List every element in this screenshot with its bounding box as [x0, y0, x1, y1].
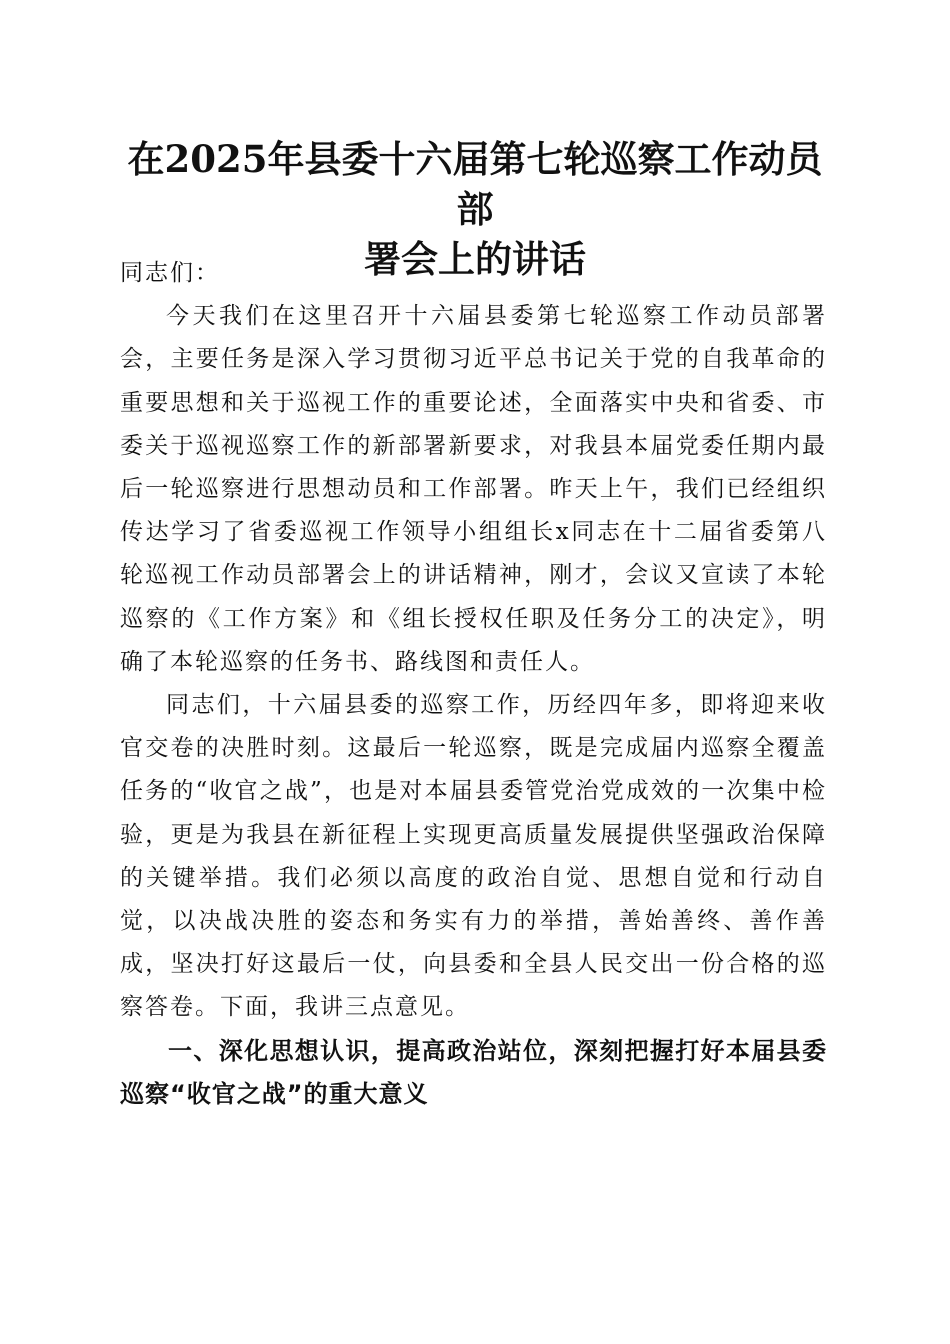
- paragraph-1: 今天我们在这里召开十六届县委第七轮巡察工作动员部署会，主要任务是深入学习贯彻习近平总书记关于党的自我革命的重要思想和关于巡视工作的重要论述，全面落实中央和省委、市委关于巡视巡察工作的新部署新要求，对我县本届党委任期内最后一轮巡察进行思想动员和工作部署。昨天上午，我们已经组织传达学习了省委巡视工作领导小组组长x同志在十二届省委第八轮巡视工作动员部署会上的讲话精神，刚才，会议又宣读了本轮巡察的《工作方案》和《组长授权任职及任务分工的决定》，明确了本轮巡察的任务书、路线图和责任人。: [120, 303, 827, 675]
- salutation: 同志们：: [120, 260, 220, 286]
- section-heading-1: 一、深化思想认识，提高政治站位，深刻把握打好本届县委巡察“收官之战”的重大意义: [120, 1036, 827, 1108]
- paragraph-2: 同志们，十六届县委的巡察工作，历经四年多，即将迎来收官交卷的决胜时刻。这最后一轮巡察，既是完成届内巡察全覆盖任务的“收官之战”，也是对本届县委管党治党成效的一次集中检验，更是为我县在新征程上实现更高质量发展提供坚强政治保障的关键举措。我们必须以高度的政治自觉、思想自觉和行动自觉，以决战决胜的姿态和务实有力的举措，善始善终、善作善成，坚决打好这最后一仗，向县委和全县人民交出一份合格的巡察答卷。下面，我讲三点意见。: [120, 692, 827, 1021]
- title-line-1: 在2025年县委十六届第七轮巡察工作动员部: [127, 137, 823, 231]
- title-line-2: 署会上的讲话: [364, 237, 586, 281]
- document-body: [120, 252, 827, 1116]
